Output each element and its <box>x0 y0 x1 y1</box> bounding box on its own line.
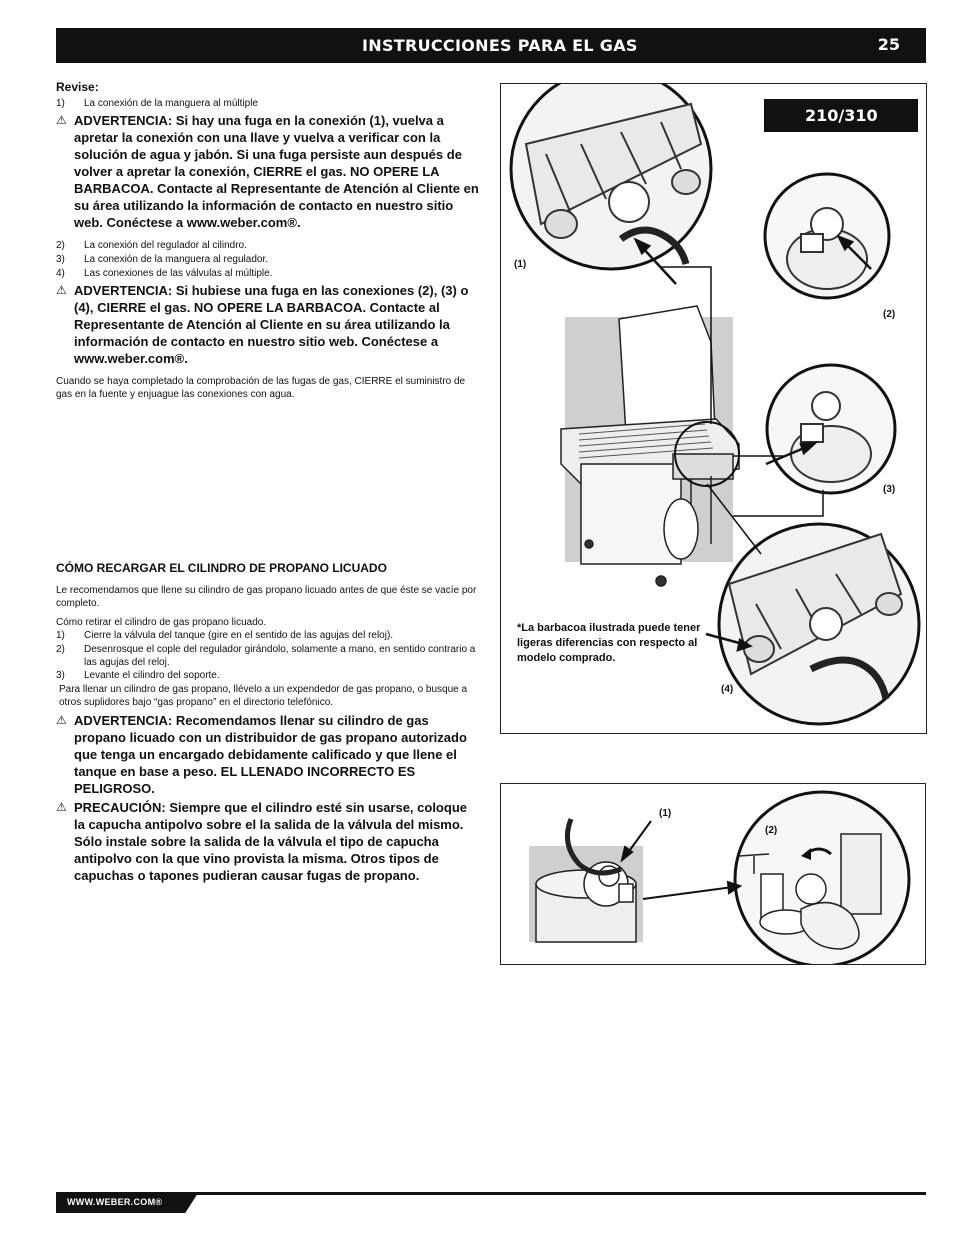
refill-intro: Le recomendamos que llene su cilindro de gas propano licuado antes de que éste se vacíe por completo. <box>56 585 477 609</box>
item-text: Levante el cilindro del soporte. <box>84 670 220 681</box>
page-title: INSTRUCCIONES PARA EL GAS <box>362 36 638 55</box>
item-text: Las conexiones de las válvulas al múltiple. <box>84 268 273 279</box>
cylinder-valve-illustration <box>501 784 925 964</box>
warning-triangle-icon: ⚠ <box>56 713 67 727</box>
illustration-disclaimer: *La barbacoa ilustrada puede tener ligeras diferencias con respecto al modelo comprado. <box>517 622 701 664</box>
closing-note: Cuando se haya completado la comprobación de las fugas de gas, CIERRE el suministro de gas en la fuente y enjuague las conexiones con agua. <box>56 376 466 400</box>
check-item-2 <box>56 239 480 253</box>
check-item-3 <box>56 253 480 267</box>
item-number: 2) <box>56 644 65 655</box>
warning-text: ADVERTENCIA: Si hubiese una fuga en las conexiones (2), (3) o (4), CIERRE el gas. NO OPERE LA BARBACOA. Contacte al Representante de Atención al Cliente en su área utilizando la información de contacto en nuestro sitio web. Conéctese a www.weber.com®. <box>74 283 469 366</box>
warning-triangle-icon: ⚠ <box>56 800 67 814</box>
warning-triangle-icon: ⚠ <box>56 113 67 127</box>
remove-step-1 <box>56 629 480 643</box>
callout-label-1: (1) <box>514 259 527 270</box>
item-text: La conexión del regulador al cilindro. <box>84 240 247 251</box>
remove-title: Cómo retirar el cilindro de gas propano licuado. <box>56 617 267 628</box>
fill-note: Para llenar un cilindro de gas propano, llévelo a un expendedor de gas propano, o busque a otros suplidores bajo “gas propano” en el directorio telefónico. <box>59 684 468 708</box>
model-badge: 210/310 <box>764 99 918 132</box>
check-item-4 <box>56 267 480 281</box>
item-number: 1) <box>56 630 65 641</box>
item-text: La conexión de la manguera al múltiple <box>84 98 258 109</box>
warning-triangle-icon: ⚠ <box>56 283 67 297</box>
remove-step-2 <box>56 643 480 669</box>
item-number: 1) <box>56 98 65 109</box>
refill-section-title: CÓMO RECARGAR EL CILINDRO DE PROPANO LICUADO <box>56 561 387 575</box>
item-number: 3) <box>56 254 65 265</box>
item-text: Desenrosque el cople del regulador girándolo, solamente a mano, en sentido contrario a las agujas del reloj. <box>84 644 476 668</box>
callout-label-4: (4) <box>721 684 734 695</box>
callout-label-2: (2) <box>883 309 896 320</box>
cylinder-removal-figure <box>500 783 926 965</box>
item-text: La conexión de la manguera al regulador. <box>84 254 269 265</box>
callout-label-1: (1) <box>659 808 672 819</box>
callout-label-2: (2) <box>765 825 778 836</box>
item-number: 3) <box>56 670 65 681</box>
warning-connection-1 <box>56 112 480 231</box>
footer-url: WWW.WEBER.COM® <box>67 1197 163 1207</box>
check-label: Revise: <box>56 80 99 94</box>
page-header <box>56 28 926 63</box>
item-text: Cierre la válvula del tanque (gire en el sentido de las agujas del reloj). <box>84 630 394 641</box>
callout-label-3: (3) <box>883 484 896 495</box>
warning-text: ADVERTENCIA: Recomendamos llenar su cilindro de gas propano licuado con un distribuidor de gas propano autorizado que tenga un encargado debidamente calificado y que llene el tanque en base a peso. EL LLENADO INCORRECTO ES PELIGROSO. <box>74 713 467 796</box>
item-number: 2) <box>56 240 65 251</box>
item-number: 4) <box>56 268 65 279</box>
check-item-1 <box>56 97 480 111</box>
instructions-column <box>56 80 480 886</box>
page-number: 25 <box>877 35 900 54</box>
caution-dust-cap <box>56 799 480 884</box>
caution-text: PRECAUCIÓN: Siempre que el cilindro esté sin usarse, coloque la capucha antipolvo sobre el la salida de la válvula del mismo. Sólo instale sobre la salida de la válvula el tipo de capucha antipolvo con la que vino provista la misma. Otros tipos de capuchas o tapones pudieran causar fugas de propano. <box>74 800 467 883</box>
warning-connections-2-4 <box>56 282 480 367</box>
warning-refill <box>56 712 480 797</box>
warning-text: ADVERTENCIA: Si hay una fuga en la conexión (1), vuelva a apretar la conexión con una llave y vuelva a verificar con la solución de agua y jabón. Si una fuga persiste aun después de volver a apretar la conexión, CIERRE el gas. NO OPERE LA BARBACOA. Contacte al Representante de Atención al Cliente en su área utilizando la información de contacto en nuestro sitio web. Conéctese a www.weber.com®. <box>74 113 479 230</box>
remove-step-3 <box>56 669 480 683</box>
